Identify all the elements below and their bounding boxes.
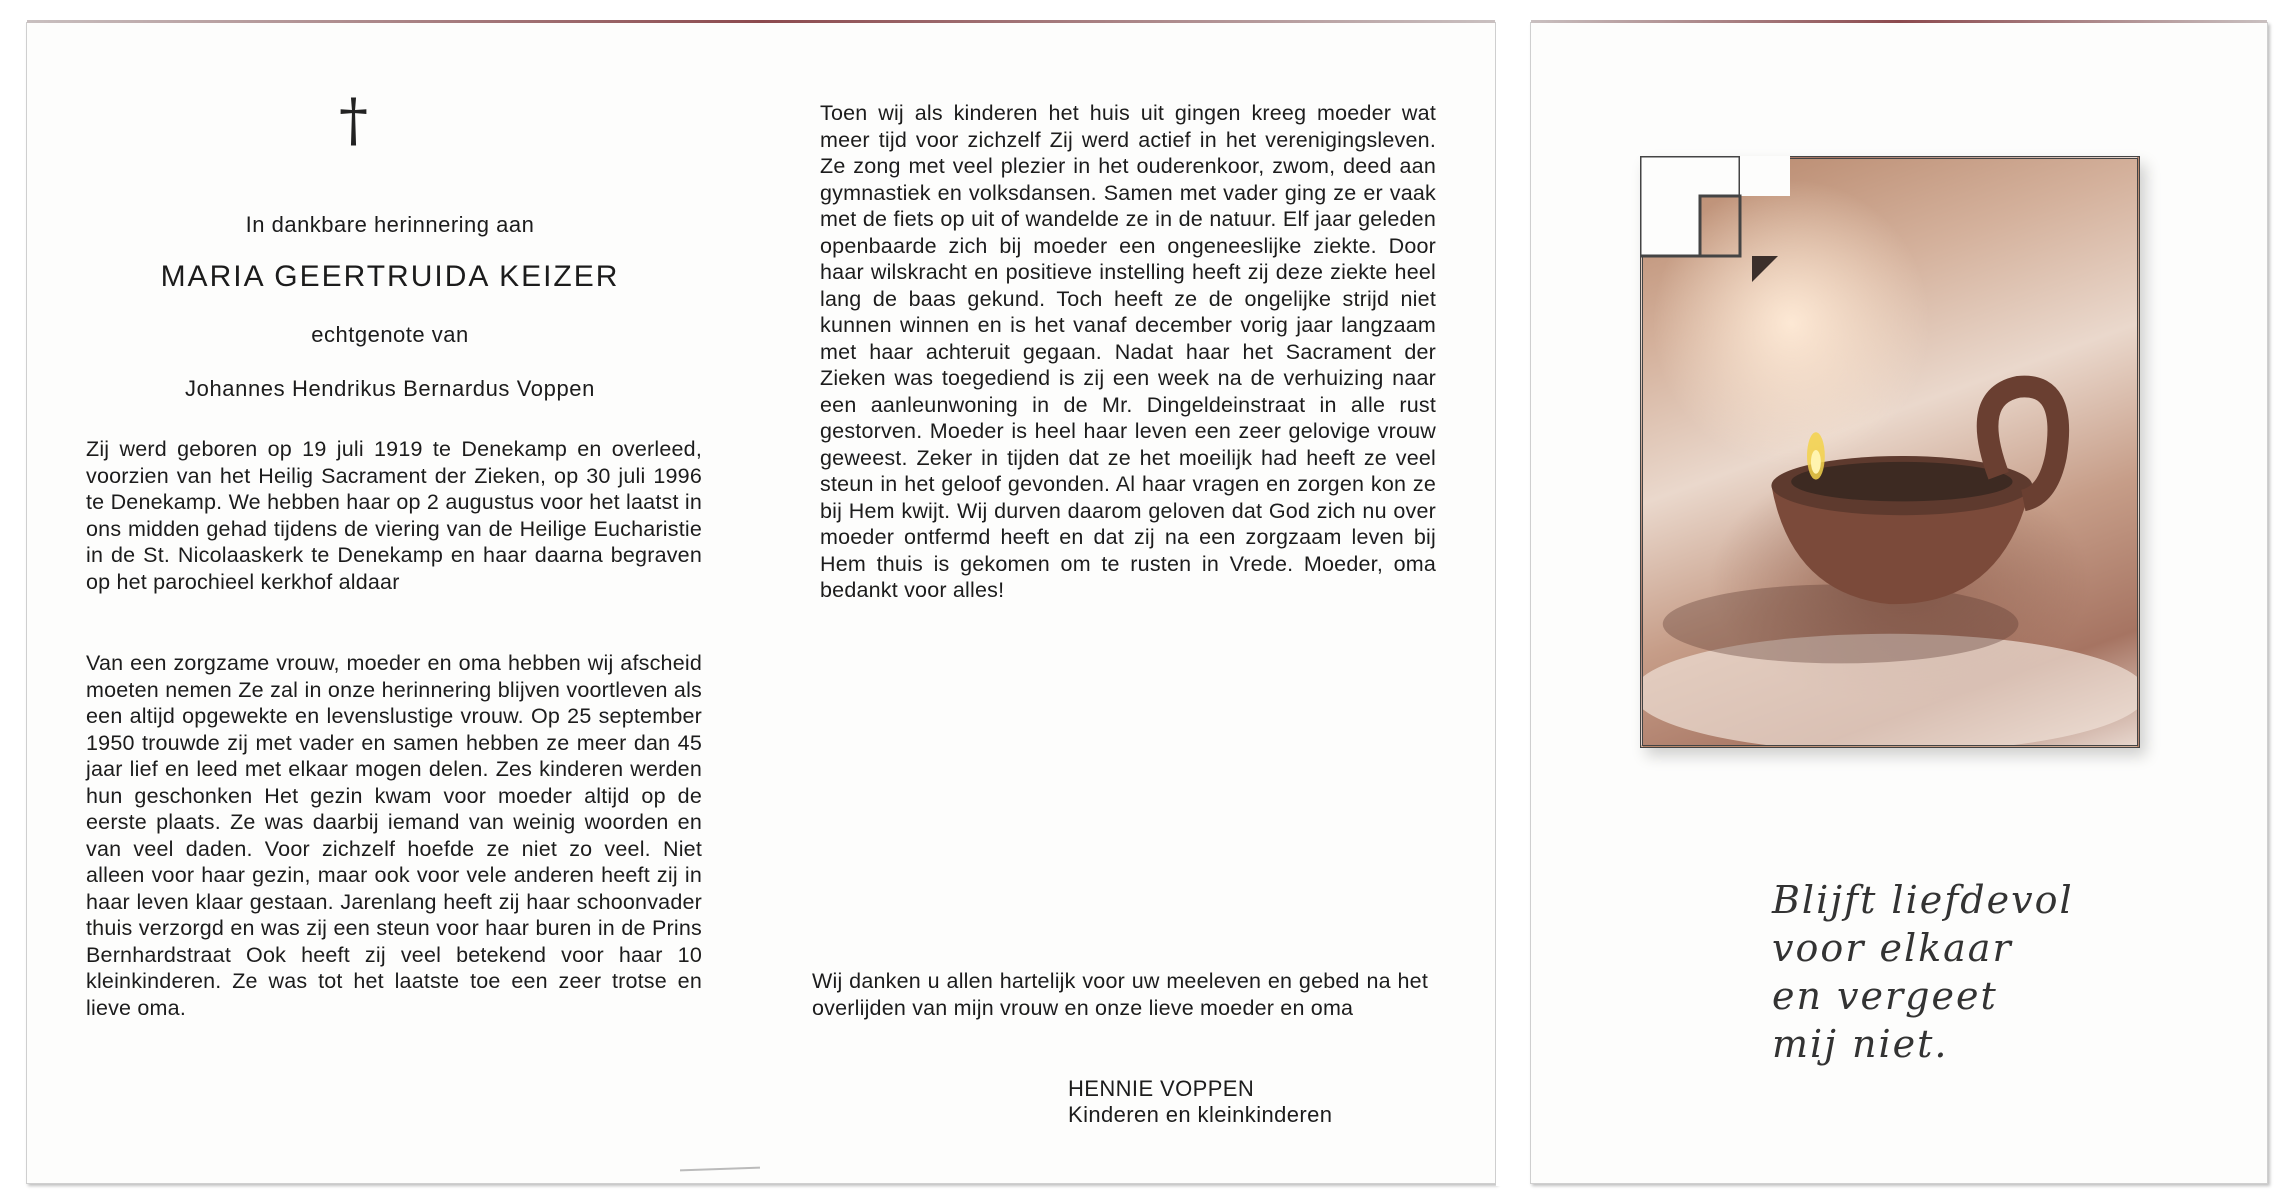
deceased-name: MARIA GEERTRUIDA KEIZER — [160, 260, 620, 293]
verse-line: mij niet. — [1772, 1022, 1949, 1066]
verse-line: en vergeet — [1772, 974, 1998, 1018]
life-paragraph: Van een zorgzame vrouw, moeder en oma hebben wij afscheid moeten nemen Ze zal in onze herinnering blijven voortleven als een altijd opgewekte en levenslustige vrouw. Op 25 september 1950 trouwde zij met vader en samen hebben ze meer dan 45 jaar lief en leed met elkaar mogen delen. Zes kinderen werden hun geschonken Het gezin kwam voor moeder altijd op de eerste plaats. Ze was daarbij iemand van weinig woorden en van veel daden. Voor zichzelf hoefde ze niet zo veel. Niet alleen voor haar gezin, maar ook voor vele anderen heeft zij in haar leven klaar gestaan. Jarenlang heeft zij haar schoonvader thuis verzorgd en was zij een steun voor haar buren in de Prins Bernhardstraat Ook heeft zij veel betekend voor haar 10 kleinkinderen. Ze was tot het laatste toe een zeer trotse en lieve oma. — [86, 651, 702, 1020]
signature-family: Kinderen en kleinkinderen — [1068, 1102, 1333, 1127]
spouse-label: echtgenote van — [311, 322, 469, 347]
verse-line: Blijft liefdevol — [1772, 878, 2074, 922]
intro-line: In dankbare herinnering aan — [245, 212, 535, 237]
thanks-paragraph: Wij danken u allen hartelijk voor uw meeleven en gebed na het overlijden van mijn vrouw en onze lieve moeder en oma — [812, 969, 1428, 1020]
card-fold-gap — [1496, 20, 1530, 1186]
verse-text — [1772, 876, 2074, 1068]
verse-line: voor elkaar — [1772, 926, 2013, 970]
cross-cutout-icon — [1640, 156, 1810, 326]
biography-paragraph: Zij werd geboren op 19 juli 1919 te Denekamp en overleed, voorzien van het Heilig Sacrament der Zieken, op 30 juli 1996 te Denekamp. We hebben haar op 2 augustus voor het laatst in ons midden gehad tijdens de viering van de Heilige Eucharistie in de St. Nicolaaskerk te Denekamp en haar daarna begraven op het parochieel kerkhof aldaar — [86, 437, 702, 594]
cross-icon: † — [339, 86, 368, 154]
signature-name: HENNIE VOPPEN — [1068, 1076, 1255, 1101]
spouse-name: Johannes Hendrikus Bernardus Voppen — [185, 376, 595, 401]
later-life-paragraph: Toen wij als kinderen het huis uit gingen kreeg moeder wat meer tijd voor zichzelf Zij werd actief in het verenigingsleven. Ze zong met veel plezier in het ouderenkoor, zwom, deed aan gymnastiek en volksdansen. Samen met vader ging ze er vaak met de fiets op uit of wandelde ze in de natuur. Elf jaar geleden openbaarde zich bij moeder een ongeneeslijke ziekte. Door haar wilskracht en positieve instelling heeft zij deze ziekte heel lang de baas gekund. Toch heeft ze de ongelijke strijd niet kunnen winnen en is het vanaf december vorig jaar langzaam met haar achteruit gegaan. Nadat haar het Sacrament der Zieken was toegediend is zij een week na de verhuizing naar een aanleunwoning in de Mr. Dingeldeinstraat in alle rust gestorven. Moeder is heel haar leven een zeer gelovige vrouw geweest. Zeker in tijden dat ze het moeilijk had heeft ze veel steun in het geloof gevonden. Al haar vragen en zorgen kon ze bij Hem kwijt. Wij durven daarom geloven dat God zich nu over moeder ontfermd heeft en dat zij na een zorgzaam leven bij Hem thuis is gekomen om te rusten in Vrede. Moeder, oma bedankt voor alles! — [820, 101, 1436, 602]
